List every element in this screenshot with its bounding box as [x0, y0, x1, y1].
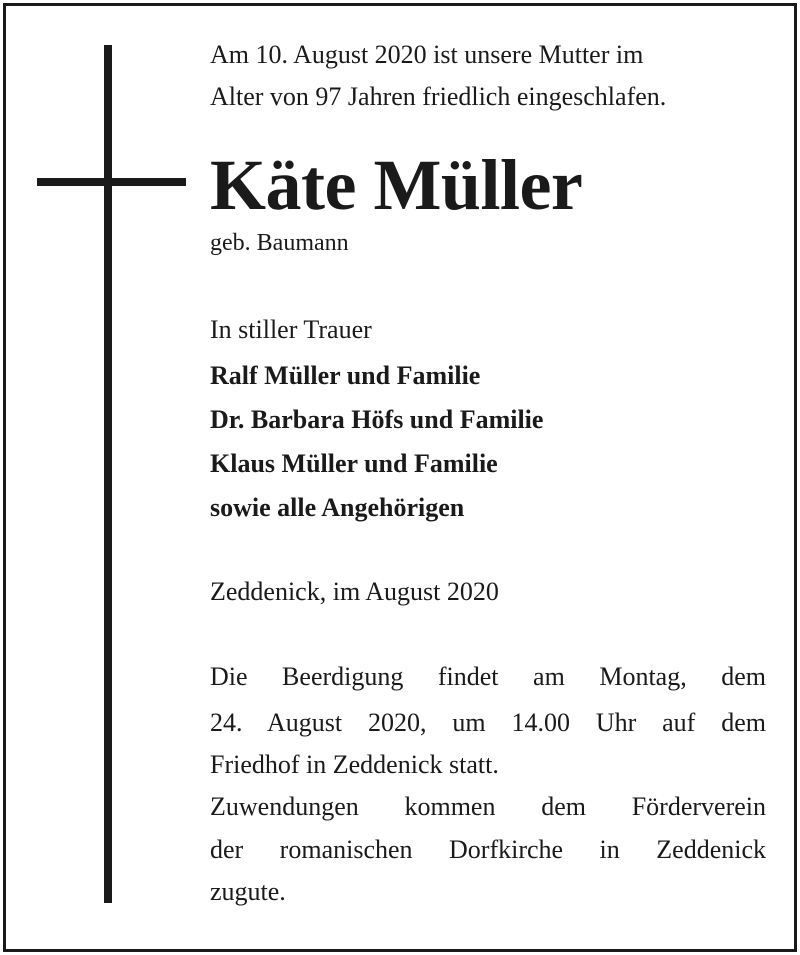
mourner-line: Ralf Müller und Familie: [210, 361, 481, 390]
mourner-line: Dr. Barbara Höfs und Familie: [210, 405, 544, 434]
maiden-name: geb. Baumann: [210, 230, 349, 256]
burial-line: der romanischen Dorfkirche in Zeddenick: [210, 835, 766, 864]
cross-icon: [104, 45, 112, 903]
cross-icon-crossbar: [37, 178, 186, 186]
deceased-name: Käte Müller: [210, 145, 583, 225]
burial-line: Friedhof in Zeddenick statt.: [210, 750, 499, 779]
place-date: Zeddenick, im August 2020: [210, 577, 499, 606]
mourner-line: Klaus Müller und Familie: [210, 449, 498, 478]
mourner-line: sowie alle Angehörigen: [210, 493, 465, 522]
burial-line: zugute.: [210, 877, 286, 906]
burial-line: Zuwendungen kommen dem Förderverein: [210, 792, 766, 821]
burial-line: 24. August 2020, um 14.00 Uhr auf dem: [210, 708, 766, 737]
mourning-line: In stiller Trauer: [210, 315, 372, 344]
burial-line: Die Beerdigung findet am Montag, dem: [210, 662, 766, 691]
intro-line: Am 10. August 2020 ist unsere Mutter im: [210, 40, 644, 69]
intro-line: Alter von 97 Jahren friedlich eingeschlafen.: [210, 82, 667, 111]
